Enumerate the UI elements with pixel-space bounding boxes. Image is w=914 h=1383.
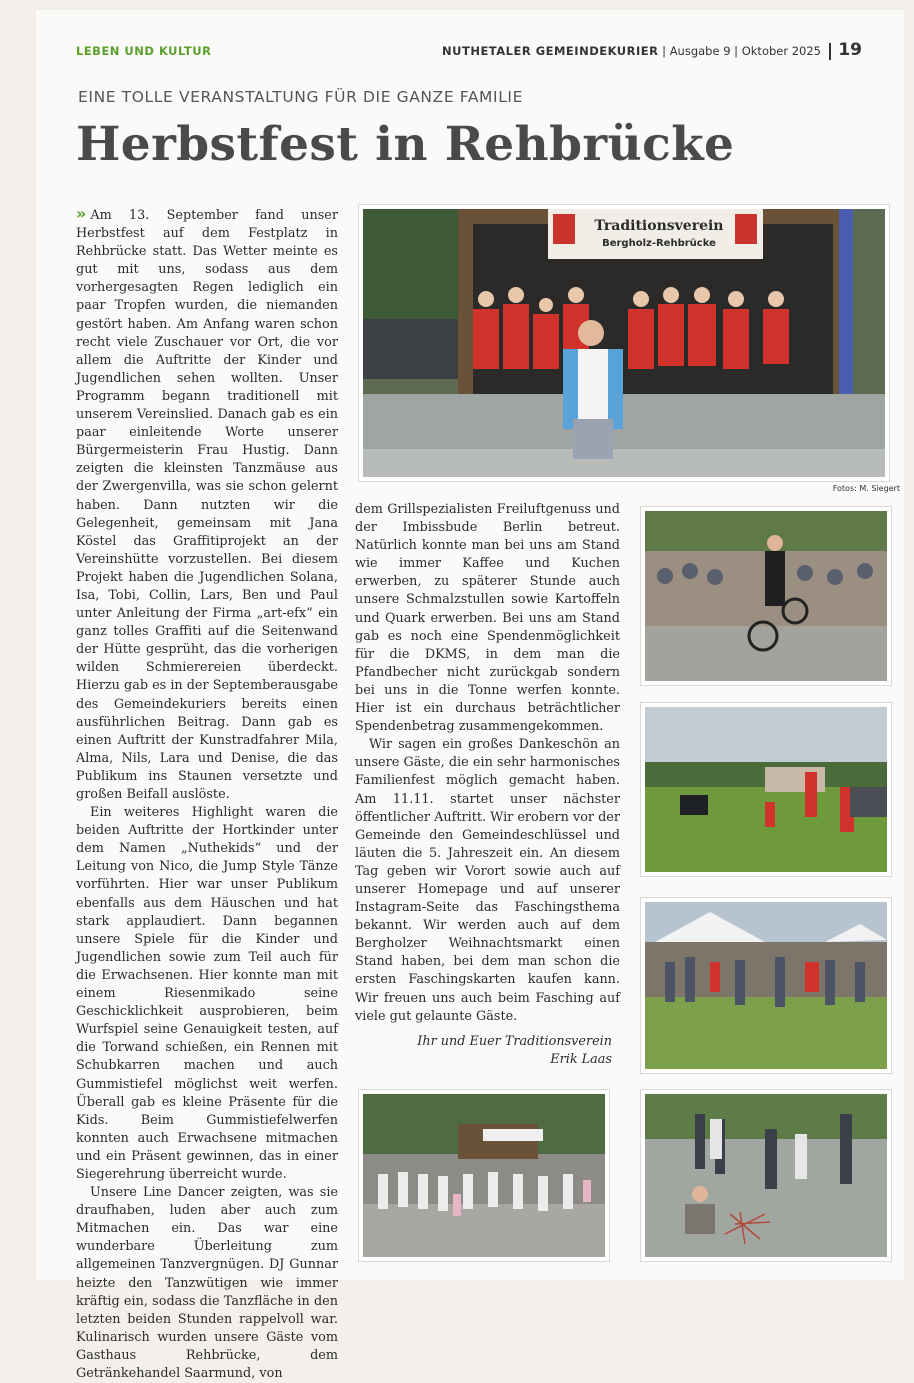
signature-org: Ihr und Euer Traditionsverein [417,1034,612,1049]
article-paragraph: Unsere Line Dancer zeigten, was sie draufhaben, luden aber auch zum Mitmachen ein. Das war eine wunderbare Überleitung zum allgemeinen Tanzvergnügen. DJ Gunnar heizte den Tanzwütigen wie immer kräftig ein, sodass die Tanzfläche in den letzten beiden Stunden rappelvoll war. Kulinarisch wurden unsere Gäste vom Gasthaus Rehbrücke, dem Getränkehandel Saarmund, von [76,1185,338,1381]
issue-date: Oktober 2025 [741,44,822,58]
article-kicker: EINE TOLLE VERANSTALTUNG FÜR DIE GANZE FAMILIE [78,88,524,106]
photo-bicycle-artist [641,507,891,685]
paragraph-text: Am 13. September fand unser Herbstfest auf dem Festplatz in Rehbrücke statt. Das Wetter meinte es gut mit uns, sodass aus dem vorhergesagten Regen lediglich ein paar Tropfen wurden, die niemanden gestört haben. Am Anfang waren schon recht viele Zuschauer vor Ort, die vor allem die Auftritte der Kinder und Jugendlichen sehen wollten. Unser Programm begann traditionell mit unserem Vereinslied. Danach gab es ein paar einleitende Worte unserer Bürgermeisterin Frau Hustig. Dann zeigten die kleinsten Tanzmäuse aus der Zwergenvilla, was sie schon gelernt haben. Dann nutzten wir die Gelegenheit, gemeinsam mit Jana Köstel das Graffitiprojekt an der Vereinshütte vorzustellen. Bei diesem Projekt haben die Jugendlichen Solana, Isa, Tobi, Collin, Lars, Ben und Paul unter Anleitung der Firma „art-efx“ ein ganz tolles Graffiti auf die Seitenwand der Hütte gesprüht, das die vorherigen wilden Schmierereien überdeckt. Hierzu gab es in der Septemberausgabe des Gemeindekuriers bereits einen ausführlichen Beitrag. Dann gab es einen Auftritt der Kunstradfahrer Mila, Alma, Nils, Lara und Denise, die das Publikum ins Staunen versetzte und großen Beifall auslöste. [76,208,338,802]
article-signature [355,1033,612,1069]
issue-number: Ausgabe 9 [669,44,731,58]
banner-title: Traditionsverein [594,218,724,234]
photo-ball-game [641,703,891,876]
masthead: NUTHETALER GEMEINDEKURIER | Ausgabe 9 | Oktober 2025 19 [442,40,862,60]
article-paragraph: dem Grillspezialisten Freiluftgenuss und der Imbissbude Berlin betreut. Natürlich konnte man bei uns am Stand wie immer Kaffee und Kuchen erwerben, zu späterer Stunde auch unsere Schmalzstullen sowie Kartoffeln und Quark erwerben. Bei uns am Stand gab es noch eine Spendenmöglichkeit für die DKMS, in dem man die Pfandbecher nicht zurückgab sondern bei uns in die Tonne werfen konnte. Hier ist ein durchaus beträchtlicher Spendenbetrag zusammengekommen. [355,502,620,735]
signature-author: Erik Laas [550,1052,612,1067]
page-number: 19 [838,40,862,60]
article-title: Herbstfest in Rehbrücke [76,117,735,172]
article-paragraph [76,205,338,804]
publication-name: NUTHETALER GEMEINDEKURIER [442,44,659,58]
photo-festival-crowd [641,898,891,1073]
banner-subtitle: Bergholz-Rehbrücke [602,238,716,249]
photo-line-dance [359,1090,609,1261]
photo-giant-mikado [641,1090,891,1261]
article-column-2 [355,501,620,1026]
article-paragraph: Ein weiteres Highlight waren die beiden Auftritte der Hortkinder unter dem Namen „Nuthekids“ und der Leitung von Nico, die Jump Style Tänze vorführten. Hier war unser Publikum ebenfalls aus dem Häuschen und hat stark applaudiert. Dann begannen unsere Spiele für die Kinder und Jugendlichen sowie zum Teil auch für die Erwachsenen. Hier konnte man mit einem Riesenmikado seine Geschicklichkeit ausprobieren, beim Wurfspiel seine Genauigkeit testen, auf die Torwand schießen, ein Rennen mit Schubkarren machen und auch Gummistiefel möglichst weit werfen. Überall gab es kleine Präsente für die Kids. Beim Gummistiefelwerfen konnten auch Erwachsene mitmachen und ein Präsent gewinnen, das in einer Siegerehrung überreicht wurde. [76,805,338,1182]
article-paragraph: Wir sagen ein großes Dankeschön an unsere Gäste, die ein sehr harmonisches Familienfest möglich gemacht haben. Am 11.11. startet unser nächster öffentlicher Auftritt. Wir erobern vor der Gemeinde den Gemeindeschlüssel und läuten die 5. Jahreszeit ein. An diesem Tag geben wir Vorort sowie auch auf unserer Homepage und auf unserer Instagram-Seite das Faschingsthema bekannt. Wir werden auch auf dem Bergholzer Weihnachtsmarkt einen Stand haben, bei dem man schon die ersten Faschingskarten kaufen kann. Wir freuen uns auch beim Fasching auf viele gut gelaunte Gäste. [355,737,620,1024]
article-column-1 [76,205,338,1383]
photo-credit: Fotos: M. Siegert [832,484,900,493]
section-tag: LEBEN UND KULTUR [76,44,212,58]
chevron-right-icon: » [76,204,87,223]
masthead-divider [829,43,831,60]
photo-stage-performance [359,205,889,481]
